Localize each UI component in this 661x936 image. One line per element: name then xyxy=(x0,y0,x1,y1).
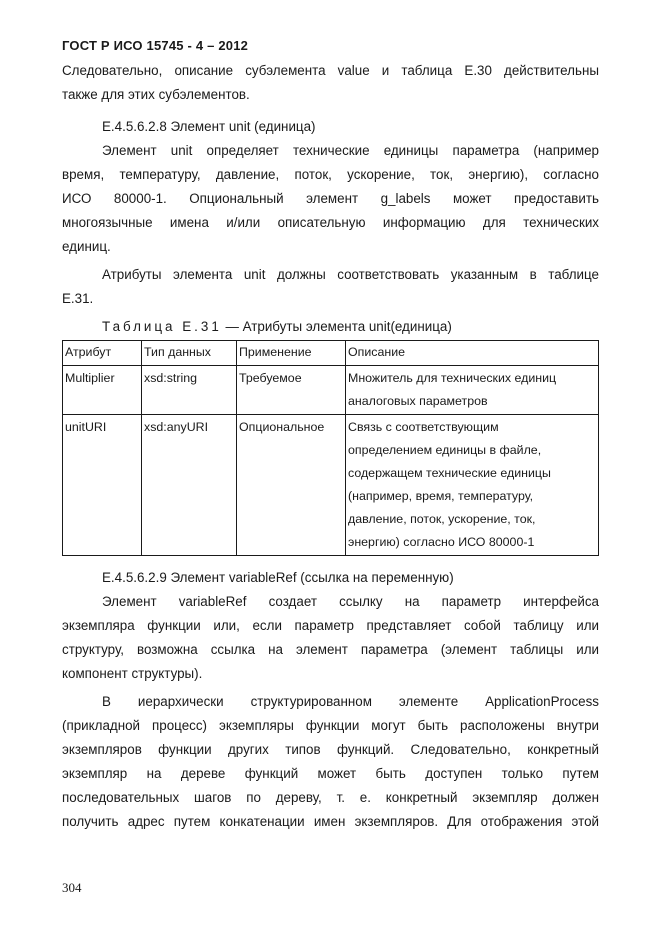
text-line: экземпляр на дереве функций может быть доступен только путем xyxy=(62,766,599,781)
text-line: экземпляра функции или, если параметр представляет собой таблицу или xyxy=(62,618,599,633)
text-line: компонент структуры). xyxy=(62,666,203,681)
text-line: получить адрес путем конкатенации имен экземпляров. Для отображения этой xyxy=(62,814,599,829)
table-row xyxy=(63,415,599,556)
text-line: последовательных шагов по дереву, т. е. конкретный экземпляр должен xyxy=(62,790,599,805)
cell-attribute: unitURI xyxy=(63,415,142,556)
column-header: Применение xyxy=(237,341,346,366)
text-line: В иерархически структурированном элементе ApplicationProcess xyxy=(102,694,599,709)
cell-usage: Опциональное xyxy=(237,415,346,556)
description-line: Связь с соответствующим xyxy=(348,420,499,434)
text-line: (прикладной процесс) экземпляры функции могут быть расположены внутри xyxy=(62,718,599,733)
text-line: Элемент unit определяет технические единицы параметра (например xyxy=(102,143,599,158)
cell-type: xsd:string xyxy=(142,366,237,415)
cell-attribute: Multiplier xyxy=(63,366,142,415)
section-heading-unit: Е.4.5.6.2.8 Элемент unit (единица) xyxy=(102,119,316,134)
text-line: Следовательно, описание субэлемента value и таблица Е.30 действительны xyxy=(62,63,599,78)
text-line: Элемент variableRef создает ссылку на параметр интерфейса xyxy=(102,594,599,609)
description-line: содержащем технические единицы xyxy=(348,466,551,480)
cell-type: xsd:anyURI xyxy=(142,415,237,556)
column-header: Описание xyxy=(346,341,599,366)
table-caption-text: — Атрибуты элемента unit(единица) xyxy=(221,319,452,334)
column-header: Тип данных xyxy=(142,341,237,366)
text-line: экземпляров функции других типов функций. Следовательно, конкретный xyxy=(62,742,599,757)
description-line: энергию) согласно ИСО 80000-1 xyxy=(348,535,535,549)
section-heading-variableref: Е.4.5.6.2.9 Элемент variableRef (ссылка на переменную) xyxy=(102,570,454,585)
table-caption xyxy=(102,317,452,337)
table-header-row xyxy=(63,341,599,366)
paragraph-variableref xyxy=(62,590,599,686)
description-line: определением единицы в файле, xyxy=(348,443,542,457)
paragraph-application-process xyxy=(62,690,599,834)
attributes-table xyxy=(62,340,599,556)
text-line: многоязычные имена и/или описательную информацию для технических xyxy=(62,215,599,230)
text-line: Атрибуты элемента unit должны соответствовать указанным в таблице xyxy=(102,267,599,282)
description-line: (например, время, температуру, xyxy=(348,489,534,503)
cell-usage: Требуемое xyxy=(237,366,346,415)
text-line: ИСО 80000-1. Опциональный элемент g_labels может предоставить xyxy=(62,191,599,206)
description-line: Множитель для технических единиц xyxy=(348,371,557,385)
paragraph-unit-attributes xyxy=(62,263,599,311)
standard-header: ГОСТ Р ИСО 15745 - 4 – 2012 xyxy=(62,38,249,53)
text-line: время, температуру, давление, поток, ускорение, ток, энергию), согласно xyxy=(62,167,599,182)
text-line: структуру, возможна ссылка на элемент параметра (элемент таблицы или xyxy=(62,642,599,657)
paragraph-unit-definition xyxy=(62,139,599,259)
text-line: единиц. xyxy=(62,239,111,254)
text-line: Е.31. xyxy=(62,291,94,306)
column-header: Атрибут xyxy=(63,341,142,366)
cell-description xyxy=(346,415,599,556)
description-line: аналоговых параметров xyxy=(348,394,488,408)
text-line: также для этих субэлементов. xyxy=(62,87,250,102)
page-number: 304 xyxy=(62,880,82,895)
table-caption-label: Таблица Е.31 xyxy=(102,319,222,334)
cell-description xyxy=(346,366,599,415)
paragraph-intro xyxy=(62,59,599,107)
description-line: давление, поток, ускорение, ток, xyxy=(348,512,536,526)
table-row xyxy=(63,366,599,415)
